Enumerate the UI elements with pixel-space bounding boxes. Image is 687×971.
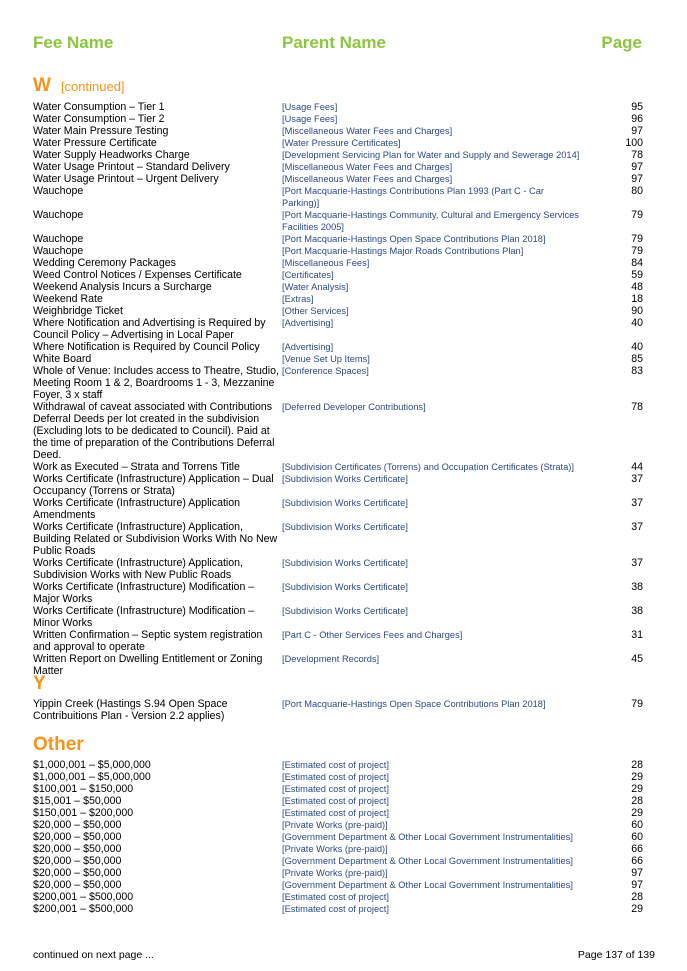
parent-link[interactable]: [Extras] — [282, 294, 314, 304]
parent-link[interactable]: [Advertising] — [282, 342, 334, 352]
parent-link[interactable]: [Private Works (pre-paid)] — [282, 820, 388, 830]
page-number-cell: 79 — [631, 245, 643, 257]
parent-link[interactable]: [Subdivision Works Certificate] — [282, 582, 408, 592]
parent-link[interactable]: [Development Servicing Plan for Water and Supply and Sewerage 2014] — [282, 150, 580, 160]
page-header: Page — [601, 33, 642, 52]
index-row — [33, 401, 643, 461]
page-number-cell: 79 — [631, 698, 643, 710]
page-number-cell: 97 — [631, 161, 643, 173]
page-number-cell: 83 — [631, 365, 643, 377]
section-letter: Other — [33, 734, 84, 755]
fee-name-cell: Water Usage Printout – Urgent Delivery — [33, 173, 219, 185]
fee-name-cell: Works Certificate (Infrastructure) Application, Building Related or Subdivision Works With No New Public Roads — [33, 521, 278, 557]
parent-link[interactable]: [Estimated cost of project] — [282, 892, 389, 902]
parent-link[interactable]: [Estimated cost of project] — [282, 808, 389, 818]
fee-name-cell: $20,000 – $50,000 — [33, 879, 122, 891]
parent-link[interactable]: [Port Macquarie-Hastings Community, Cultural and Emergency Services Facilities 2005] — [282, 210, 579, 232]
index-row — [33, 521, 643, 557]
index-row — [33, 497, 643, 521]
fee-name-cell: Works Certificate (Infrastructure) Modification – Minor Works — [33, 605, 255, 629]
index-row — [33, 867, 643, 879]
parent-link[interactable]: [Subdivision Works Certificate] — [282, 498, 408, 508]
fee-name-cell: Water Consumption – Tier 1 — [33, 101, 165, 113]
fee-name-cell: $150,001 – $200,000 — [33, 807, 134, 819]
fee-name-cell: Water Pressure Certificate — [33, 137, 157, 149]
page-number-cell: 85 — [631, 353, 643, 365]
fee-name-cell: $20,000 – $50,000 — [33, 855, 122, 867]
index-row — [33, 605, 643, 629]
fee-name-cell: $200,001 – $500,000 — [33, 903, 134, 915]
parent-link[interactable]: [Port Macquarie-Hastings Open Space Contributions Plan 2018] — [282, 234, 546, 244]
fee-name-cell: Wauchope — [33, 185, 84, 197]
fee-name-cell: Wauchope — [33, 245, 84, 257]
index-row — [33, 269, 643, 281]
parent-link[interactable]: [Subdivision Certificates (Torrens) and Occupation Certificates (Strata)] — [282, 462, 574, 472]
page-number-cell: 78 — [631, 401, 643, 413]
index-row — [33, 629, 643, 653]
index-row — [33, 843, 643, 855]
fee-name-cell: Withdrawal of caveat associated with Contributions Deferral Deeds per lot created in the subdivision (Excluding lots to be dedicated to Council). Paid at the time of preparation of the Contributions Deferral Deed. — [33, 401, 275, 461]
index-row — [33, 855, 643, 867]
parent-link[interactable]: [Port Macquarie-Hastings Open Space Contributions Plan 2018] — [282, 699, 546, 709]
fee-name-cell: $20,000 – $50,000 — [33, 819, 122, 831]
page-number-cell: 78 — [631, 149, 643, 161]
parent-link[interactable]: [Deferred Developer Contributions] — [282, 402, 426, 412]
fee-name-cell: $1,000,001 – $5,000,000 — [33, 771, 151, 783]
fee-name-cell: Where Notification is Required by Council Policy — [33, 341, 260, 353]
index-row — [33, 185, 643, 209]
parent-link[interactable]: [Conference Spaces] — [282, 366, 369, 376]
parent-link[interactable]: [Development Records] — [282, 654, 380, 664]
parent-link[interactable]: [Miscellaneous Fees] — [282, 258, 370, 268]
parent-link[interactable]: [Subdivision Works Certificate] — [282, 522, 408, 532]
parent-link[interactable]: [Estimated cost of project] — [282, 772, 389, 782]
fee-name-cell: $20,000 – $50,000 — [33, 831, 122, 843]
index-row — [33, 317, 643, 341]
fee-name-cell: Whole of Venue: Includes access to Theatre, Studio, Meeting Room 1 & 2, Boardrooms 1 - 3, Mezzanine Foyer, 3 x staff — [33, 365, 279, 401]
parent-link[interactable]: [Government Department & Other Local Government Instrumentalities] — [282, 832, 573, 842]
parent-link[interactable]: [Venue Set Up Items] — [282, 354, 370, 364]
parent-link[interactable]: [Subdivision Works Certificate] — [282, 558, 408, 568]
page-number-cell: 96 — [631, 113, 643, 125]
parent-link[interactable]: [Estimated cost of project] — [282, 904, 389, 914]
parent-link[interactable]: [Other Services] — [282, 306, 349, 316]
parent-link[interactable]: [Estimated cost of project] — [282, 784, 389, 794]
page-number-cell: 79 — [631, 209, 643, 221]
page-number-cell: 90 — [631, 305, 643, 317]
page-number-cell: 59 — [631, 269, 643, 281]
fee-name-cell: Water Main Pressure Testing — [33, 125, 169, 137]
footer-continued: continued on next page ... — [33, 949, 154, 961]
fee-name-cell: Works Certificate (Infrastructure) Application, Subdivision Works with New Public Roads — [33, 557, 243, 581]
section-letter: W — [33, 75, 51, 96]
page-number-cell: 45 — [631, 653, 643, 665]
parent-link[interactable]: [Miscellaneous Water Fees and Charges] — [282, 162, 453, 172]
page-number-cell: 29 — [631, 903, 643, 915]
page-number-cell: 97 — [631, 879, 643, 891]
index-row — [33, 581, 643, 605]
fee-name-cell: White Board — [33, 353, 92, 365]
parent-name-header: Parent Name — [282, 33, 386, 52]
index-row — [33, 149, 643, 161]
fee-name-cell: Wedding Ceremony Packages — [33, 257, 176, 269]
fee-name-cell: Wauchope — [33, 209, 84, 221]
index-row — [33, 795, 643, 807]
fee-name-cell: Water Usage Printout – Standard Delivery — [33, 161, 230, 173]
parent-link[interactable]: [Private Works (pre-paid)] — [282, 844, 388, 854]
parent-link[interactable]: [Miscellaneous Water Fees and Charges] — [282, 174, 453, 184]
page-number-cell: 37 — [631, 497, 643, 509]
index-row — [33, 125, 643, 137]
index-row — [33, 293, 643, 305]
footer-page-number: Page 137 of 139 — [577, 949, 655, 961]
page-number-cell: 28 — [631, 891, 643, 903]
page-number-cell: 37 — [631, 557, 643, 569]
parent-link[interactable]: [Part C - Other Services Fees and Charges] — [282, 630, 463, 640]
page-number-cell: 44 — [631, 461, 643, 473]
page-number-cell: 97 — [631, 125, 643, 137]
parent-link[interactable]: [Water Analysis] — [282, 282, 349, 292]
index-row — [33, 305, 643, 317]
parent-link[interactable]: [Estimated cost of project] — [282, 796, 389, 806]
page-number-cell: 40 — [631, 317, 643, 329]
page-number-cell: 48 — [631, 281, 643, 293]
section-w — [33, 76, 643, 677]
page-number-cell: 97 — [631, 867, 643, 879]
index-row — [33, 807, 643, 819]
index-row — [33, 557, 643, 581]
index-rows — [33, 101, 643, 677]
parent-link[interactable]: [Government Department & Other Local Government Instrumentalities] — [282, 856, 573, 866]
page-number-cell: 79 — [631, 233, 643, 245]
index-row — [33, 233, 643, 245]
index-row — [33, 819, 643, 831]
fee-name-cell: Works Certificate (Infrastructure) Application – Dual Occupancy (Torrens or Strata) — [33, 473, 274, 497]
section-other — [33, 735, 643, 915]
index-row — [33, 759, 643, 771]
index-rows — [33, 698, 643, 722]
page-number-cell: 84 — [631, 257, 643, 269]
page-number-cell: 38 — [631, 605, 643, 617]
index-row — [33, 257, 643, 269]
page-number-cell: 66 — [631, 855, 643, 867]
parent-link[interactable]: [Estimated cost of project] — [282, 760, 389, 770]
section-title — [33, 735, 643, 755]
page-number-cell: 80 — [631, 185, 643, 197]
index-row — [33, 209, 643, 233]
fee-name-cell: Written Report on Dwelling Entitlement or Zoning Matter — [33, 653, 263, 677]
index-row — [33, 891, 643, 903]
fee-name-cell: Weed Control Notices / Expenses Certificate — [33, 269, 242, 281]
parent-link[interactable]: [Subdivision Works Certificate] — [282, 474, 408, 484]
section-letter: Y — [33, 673, 46, 694]
fee-name-cell: Water Supply Headworks Charge — [33, 149, 190, 161]
index-row — [33, 281, 643, 293]
page-number-cell: 18 — [631, 293, 643, 305]
page-number-cell: 100 — [625, 137, 643, 149]
index-row — [33, 903, 643, 915]
index-row — [33, 101, 643, 113]
parent-link[interactable]: [Subdivision Works Certificate] — [282, 606, 408, 616]
page-number-cell: 28 — [631, 759, 643, 771]
fee-name-cell: Wauchope — [33, 233, 84, 245]
index-row — [33, 461, 643, 473]
parent-link[interactable]: [Port Macquarie-Hastings Contributions Plan 1993 (Part C - Car Parking)] — [282, 186, 544, 208]
page-number-cell: 37 — [631, 473, 643, 485]
index-row — [33, 473, 643, 497]
index-row — [33, 341, 643, 353]
fee-name-cell: Where Notification and Advertising is Required by Council Policy – Advertising in Local Paper — [33, 317, 266, 341]
index-row — [33, 831, 643, 843]
fee-name-cell: Weekend Analysis Incurs a Surcharge — [33, 281, 212, 293]
parent-link[interactable]: [Advertising] — [282, 318, 334, 328]
index-rows — [33, 759, 643, 915]
index-row — [33, 698, 643, 722]
index-row — [33, 137, 643, 149]
page-number-cell: 37 — [631, 521, 643, 533]
page-number-cell: 29 — [631, 771, 643, 783]
parent-link[interactable]: [Miscellaneous Water Fees and Charges] — [282, 126, 453, 136]
parent-link[interactable]: [Government Department & Other Local Government Instrumentalities] — [282, 880, 573, 890]
section-title — [33, 76, 643, 97]
page-number-cell: 66 — [631, 843, 643, 855]
fee-name-cell: $1,000,001 – $5,000,000 — [33, 759, 151, 771]
index-row — [33, 245, 643, 257]
fee-name-cell: Works Certificate (Infrastructure) Application Amendments — [33, 497, 241, 521]
fee-name-cell: Weekend Rate — [33, 293, 103, 305]
page-number-cell: 38 — [631, 581, 643, 593]
fee-name-cell: Works Certificate (Infrastructure) Modification – Major Works — [33, 581, 255, 605]
page-number-cell: 60 — [631, 819, 643, 831]
index-row — [33, 771, 643, 783]
index-row — [33, 113, 643, 125]
index-row — [33, 353, 643, 365]
parent-link[interactable]: [Usage Fees] — [282, 102, 338, 112]
fee-name-cell: $200,001 – $500,000 — [33, 891, 134, 903]
page-number-cell: 40 — [631, 341, 643, 353]
page-number-cell: 28 — [631, 795, 643, 807]
fee-name-cell: Weighbridge Ticket — [33, 305, 123, 317]
page-number-cell: 60 — [631, 831, 643, 843]
fee-name-cell: $15,001 – $50,000 — [33, 795, 122, 807]
fee-name-header: Fee Name — [33, 33, 114, 52]
index-row — [33, 173, 643, 185]
page-number-cell: 29 — [631, 783, 643, 795]
index-row — [33, 161, 643, 173]
parent-link[interactable]: [Water Pressure Certificates] — [282, 138, 401, 148]
page-number-cell: 31 — [631, 629, 643, 641]
fee-name-cell: $100,001 – $150,000 — [33, 783, 134, 795]
parent-link[interactable]: [Private Works (pre-paid)] — [282, 868, 388, 878]
fee-name-cell: $20,000 – $50,000 — [33, 867, 122, 879]
fee-name-cell: Written Confirmation – Septic system registration and approval to operate — [33, 629, 263, 653]
index-row — [33, 879, 643, 891]
page-number-cell: 95 — [631, 101, 643, 113]
fee-name-cell: Work as Executed – Strata and Torrens Title — [33, 461, 240, 473]
page-number-cell: 29 — [631, 807, 643, 819]
parent-link[interactable]: [Port Macquarie-Hastings Major Roads Contributions Plan] — [282, 246, 524, 256]
section-continued: [continued] — [60, 79, 125, 94]
section-y — [33, 674, 643, 722]
index-row — [33, 365, 643, 401]
fee-name-cell: $20,000 – $50,000 — [33, 843, 122, 855]
parent-link[interactable]: [Certificates] — [282, 270, 334, 280]
index-row — [33, 783, 643, 795]
fee-name-cell: Yippin Creek (Hastings S.94 Open Space Contribuitions Plan - Version 2.2 applies) — [33, 698, 228, 722]
parent-link[interactable]: [Usage Fees] — [282, 114, 338, 124]
page-number-cell: 97 — [631, 173, 643, 185]
section-title — [33, 674, 643, 694]
fee-name-cell: Water Consumption – Tier 2 — [33, 113, 165, 125]
